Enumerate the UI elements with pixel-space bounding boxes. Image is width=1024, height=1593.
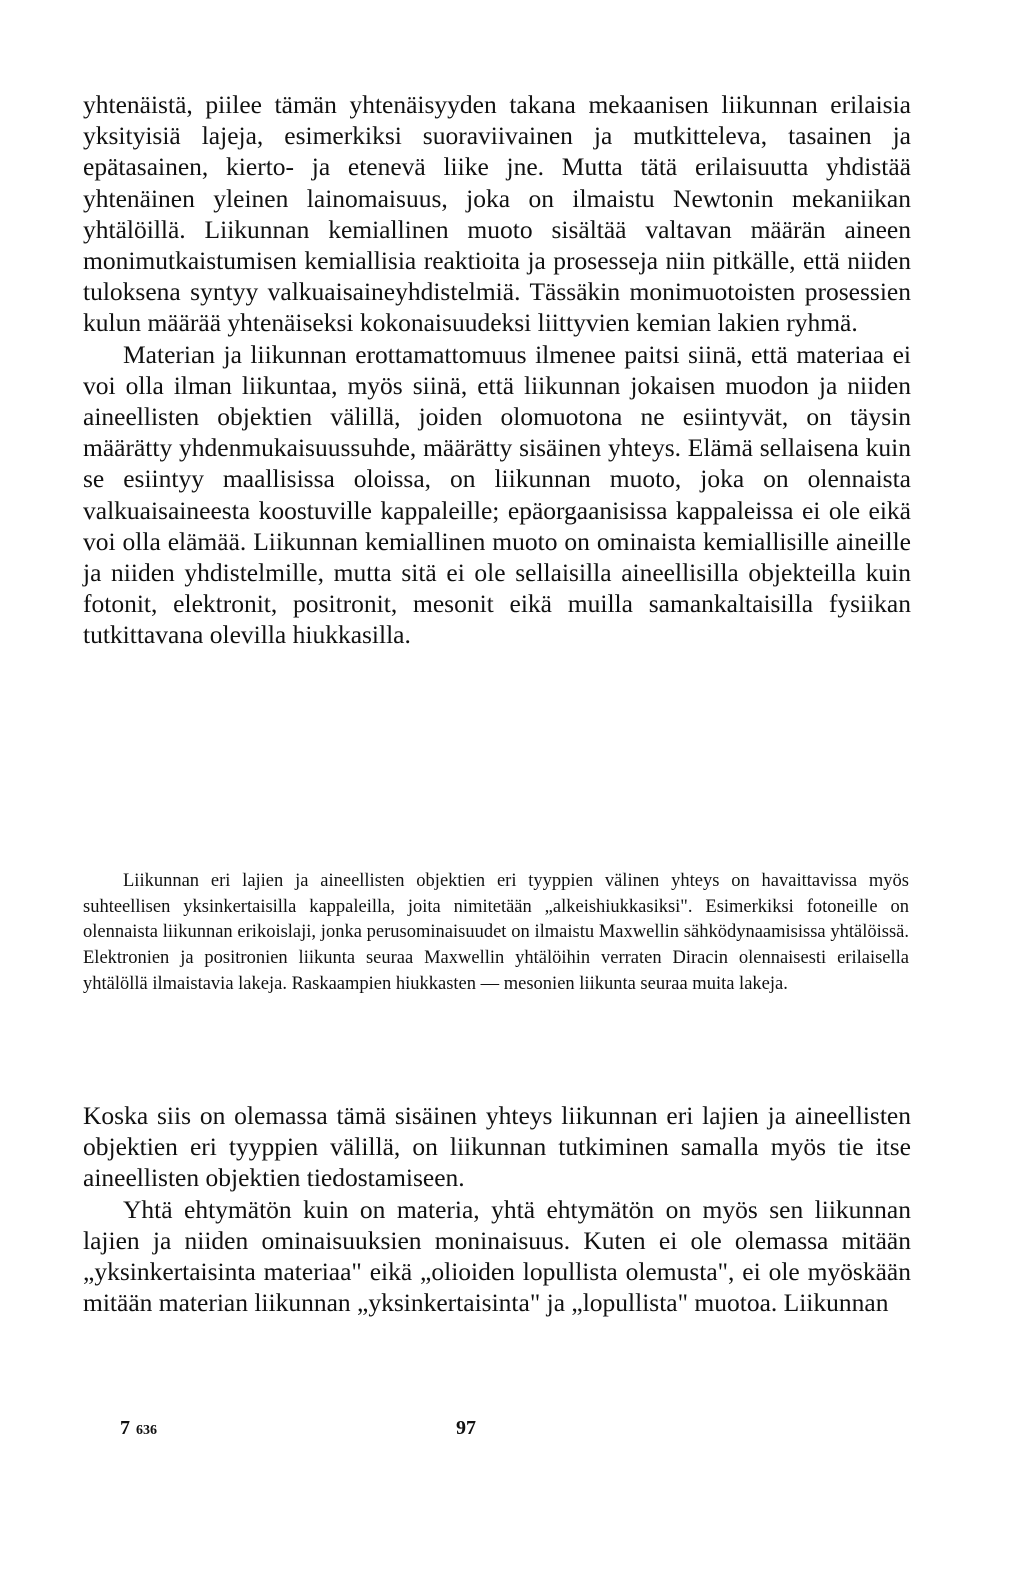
printer-signature bbox=[120, 1417, 157, 1440]
paragraph-inner-connection: Koska siis on olemassa tämä sisäinen yhteys liikunnan eri lajien ja aineellisten objektien eri tyyppien välillä, on liikunnan tutkiminen samalla myös tie itse aineellisten objektien tiedostamiseen. bbox=[83, 1101, 911, 1193]
small-print-note bbox=[83, 869, 909, 998]
signature-number: 7 bbox=[120, 1417, 130, 1439]
page-number: 97 bbox=[456, 1417, 476, 1439]
continued-text bbox=[83, 1100, 911, 1318]
paragraph-matter-motion: Materian ja liikunnan erottamattomuus ilmenee paitsi siinä, että materiaa ei voi olla ilman liikuntaa, myös siinä, että liikunnan jokaisen muodon ja niiden aineellisten objektien välillä, joiden olomuotona ne esiintyvät, on täysin määrätty yhdenmukaisuussuhde, määrätty sisäinen yhteys. Elämä sellaisena kuin se esiintyy maallisissa oloissa, on liikunnan muoto, joka on olennaista valkuaisaineesta koostuville kappaleille; epäorgaanisissa kappaleissa ei ole eikä voi olla elämää. Liikunnan kemiallinen muoto on ominaista kemiallisille aineille ja niiden yhdistelmille, mutta sitä ei ole sellaisilla aineellisilla objekteilla kuin fotonit, elektronit, positronit, mesonit eikä muilla samankaltaisilla fysiikan tutkittavana olevilla hiukkasilla. bbox=[83, 339, 911, 650]
paragraph-inexhaustible: Yhtä ehtymätön kuin on materia, yhtä ehtymätön on myös sen liikunnan lajien ja niiden ominaisuuksien moninaisuus. Kuten ei ole olemassa mitään „yksinkertaisinta materiaa" eikä „olioiden lopullista olemusta", ei ole myöskään mitään materian liikunnan „yksinkertaisinta" ja „lopullista" muotoa. Liikunnan bbox=[83, 1194, 911, 1318]
signature-code: 636 bbox=[136, 1423, 157, 1438]
note-paragraph: Liikunnan eri lajien ja aineellisten objektien eri tyyppien välinen yhteys on havaittavissa myös suhteellisen yksinkertaisilla kappaleilla, joita nimitetään „alkeishiukkasiksi". Esimerkiksi fotoneille on olennaista liikunnan erikoislaji, jonka perusominaisuudet on ilmaistu Maxwellin sähködynaamisissa yhtälöissä. Elektronien ja positronien liikunta seuraa Maxwellin yhtälöihin verraten Diracin olennaisesti erilaisella yhtälöllä ilmaistavia lakeja. Raskaampien hiukkasten — mesonien liikunta seuraa muita lakeja. bbox=[83, 871, 909, 994]
main-text bbox=[83, 89, 911, 651]
paragraph-mechanical-motion: yhtenäistä, piilee tämän yhtenäisyyden takana mekaanisen liikunnan erilaisia yksityisiä lajeja, esimerkiksi suoraviivainen ja mutkitteleva, tasainen ja epätasainen, kierto- ja etenevä liike jne. Mutta tätä erilaisuutta yhdistää yhtenäinen yleinen lainomaisuus, joka on ilmaistu Newtonin mekaniikan yhtälöillä. Liikunnan kemiallinen muoto sisältää valtavan määrän aineen monimutkaistumisen kemiallisia reaktioita ja prosesseja niin pitkälle, että niiden tuloksena syntyy valkuaisaineyhdistelmiä. Tässäkin monimuotoisten prosessien kulun määrää yhtenäiseksi kokonaisuudeksi liittyvien kemian lakien ryhmä. bbox=[83, 90, 911, 338]
